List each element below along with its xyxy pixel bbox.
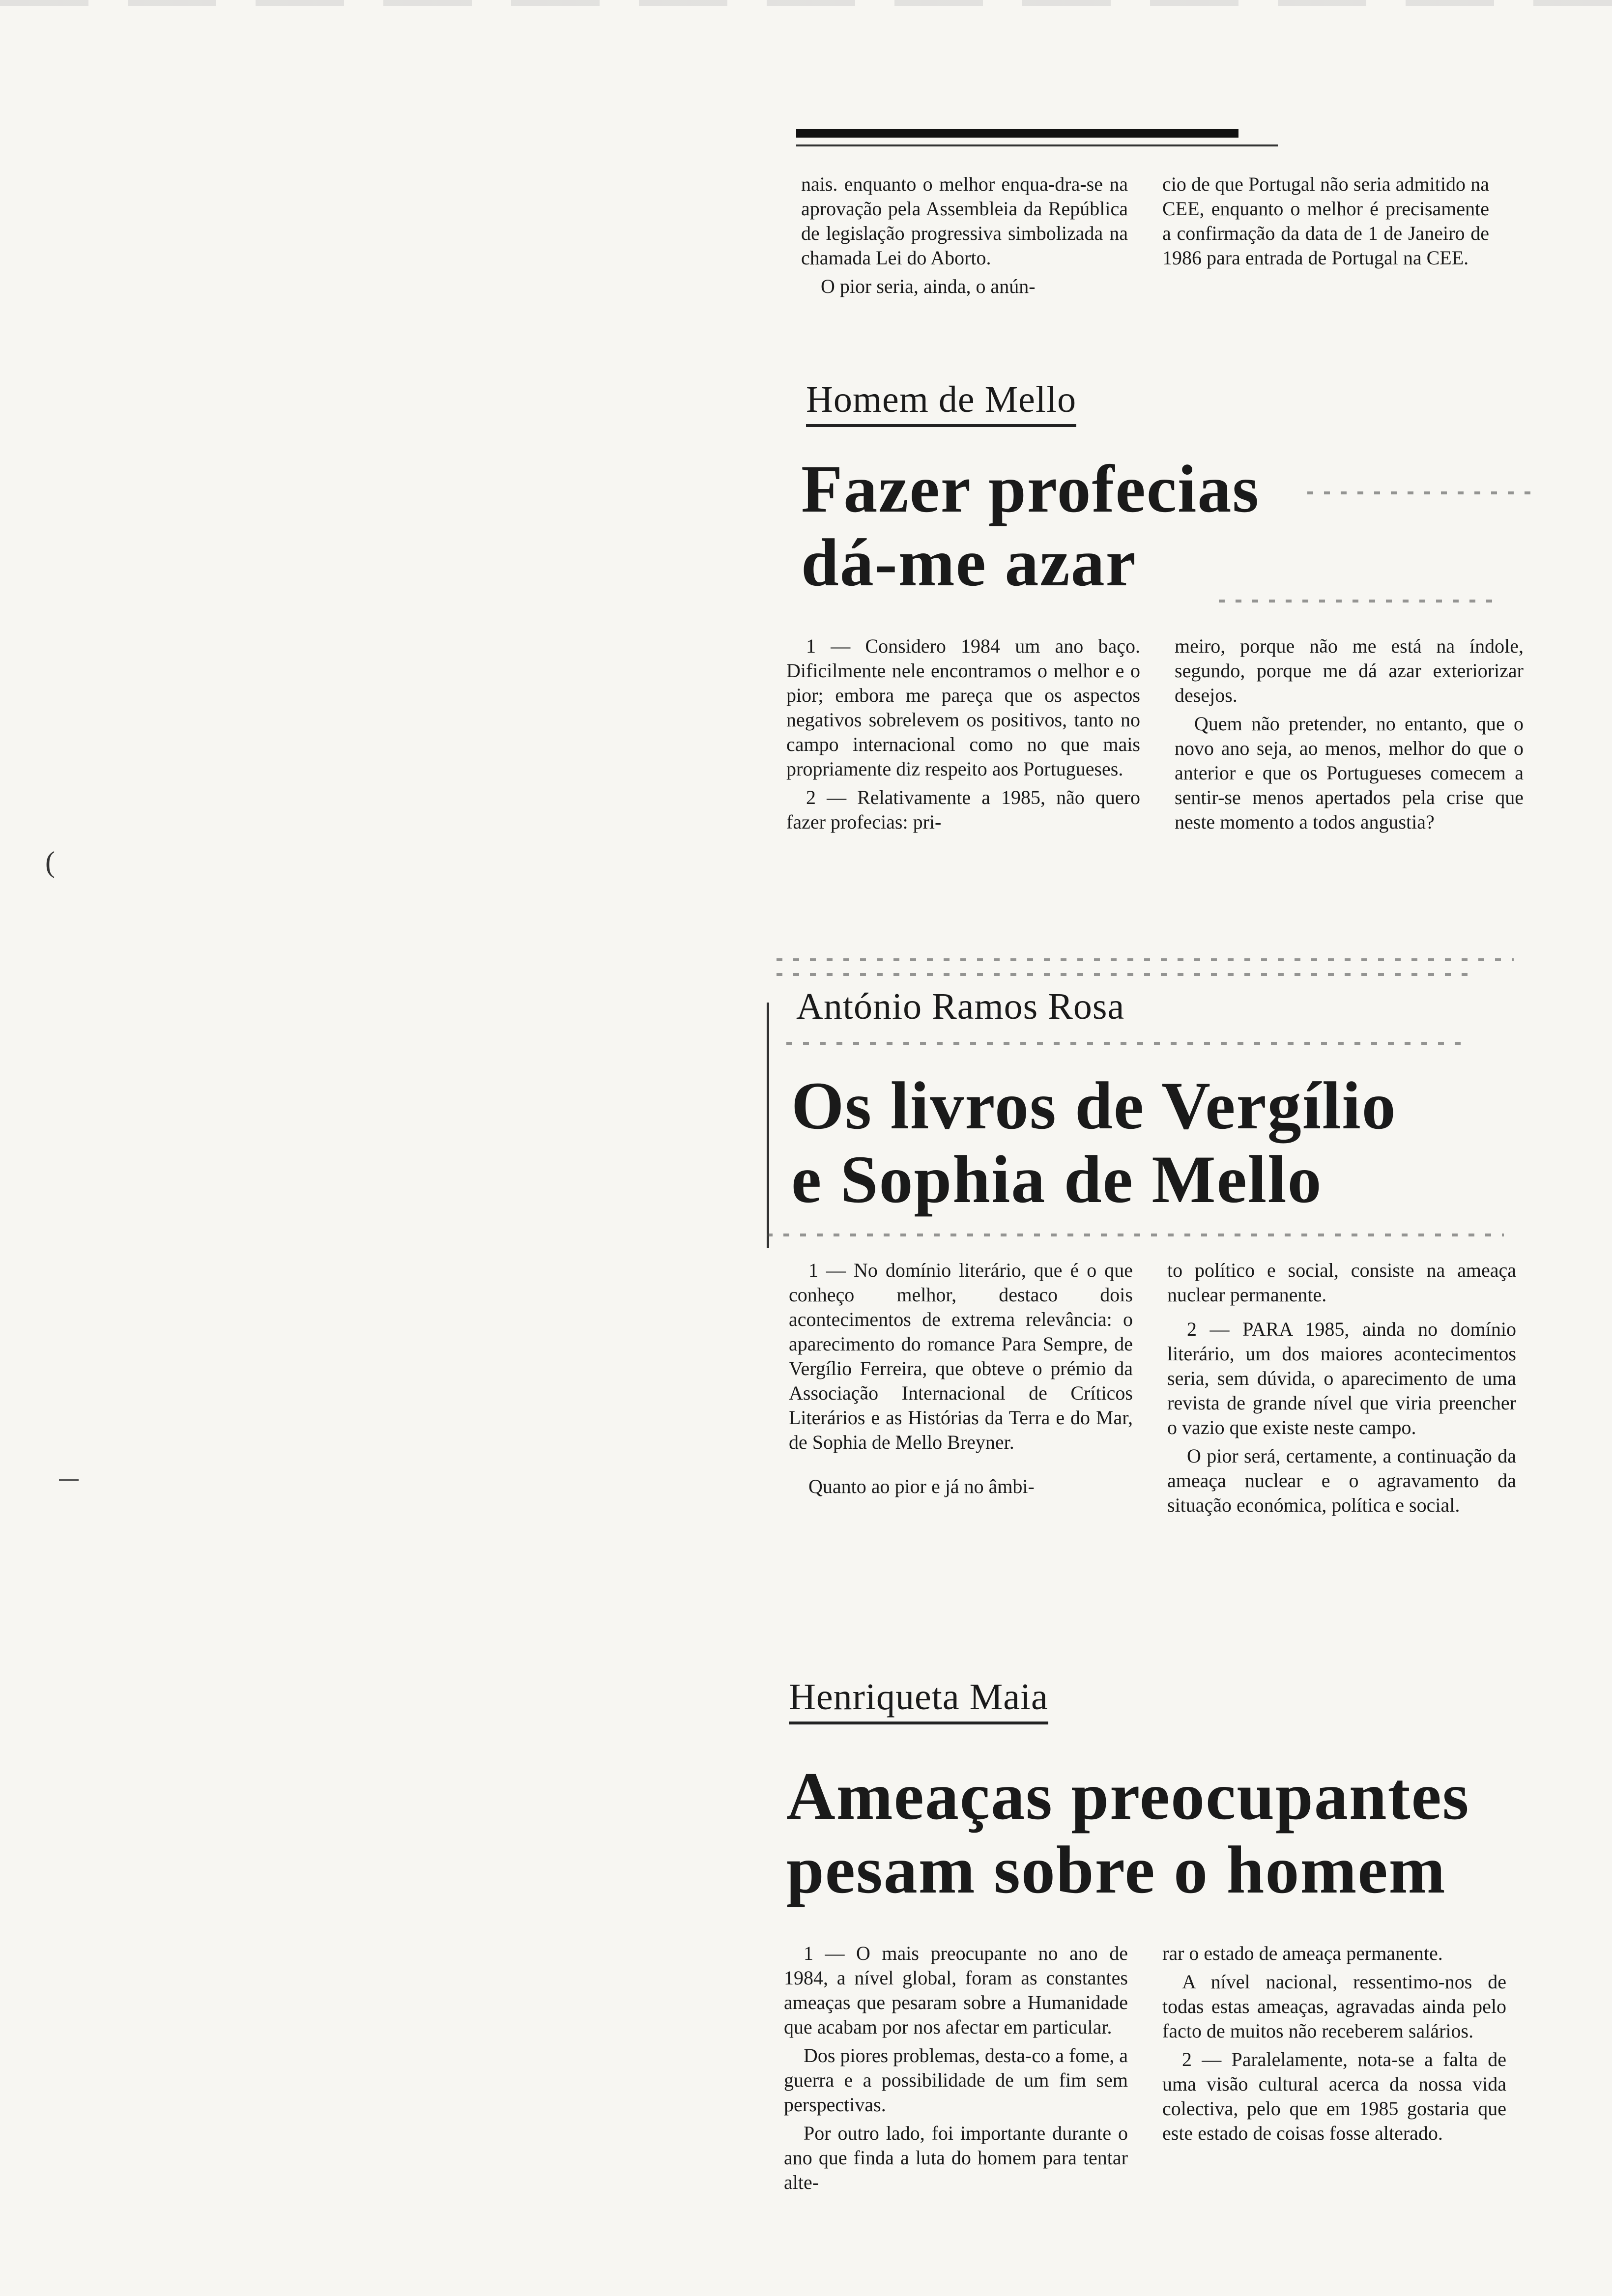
paragraph: 2 — Paralelamente, nota-se a falta de uma visão cultural acerca da nossa vida colectiva, pelo que em 1985 gostaria que este estado de coisas fosse alterado. — [1162, 2048, 1506, 2144]
column-rule — [767, 1003, 769, 1248]
headline-line: Fazer profecias — [801, 451, 1260, 526]
section1-columns — [801, 172, 1489, 303]
paragraph: nais. enquanto o melhor enqua-dra-se na aprovação pela Assembleia da República de legislação progressiva simbolizada na chamada Lei do Aborto. — [801, 173, 1128, 269]
section4-col-left — [784, 1941, 1128, 2199]
paragraph: 2 — Relativamente a 1985, não quero fazer profecias: pri- — [786, 786, 1140, 833]
section2-col-left — [786, 634, 1140, 838]
section2-columns — [786, 634, 1524, 838]
section3-col-left — [789, 1258, 1133, 1521]
scan-margin-mark — [59, 1479, 79, 1481]
print-noise — [786, 1042, 1465, 1045]
scan-margin-mark: ( — [45, 846, 55, 878]
paragraph: rar o estado de ameaça permanente. — [1162, 1942, 1443, 1964]
headline-line: pesam sobre o homem — [786, 1832, 1446, 1907]
headline-line: Os livros de Vergílio — [791, 1068, 1397, 1143]
top-rule — [796, 129, 1238, 138]
headline-livros-vergilio — [791, 1069, 1397, 1216]
headline-fazer-profecias — [801, 452, 1260, 600]
headline-ameacas-preocupantes — [786, 1759, 1470, 1907]
section4-columns — [784, 1941, 1521, 2199]
paragraph: 1 — O mais preocupante no ano de 1984, a nível global, foram as constantes ameaças que pesaram sobre a Humanidade que acabam por nos afectar em particular. — [784, 1942, 1128, 2038]
paragraph: Quem não pretender, no entanto, que o novo ano seja, ao menos, melhor do que o anterior e que os Portugueses comecem a sentir-se menos apertados pela crise que neste momento a todos angustia? — [1175, 713, 1524, 833]
section4-col-right — [1162, 1941, 1506, 2199]
paragraph: 2 — PARA 1985, ainda no domínio literário, um dos maiores acontecimentos seria, sem dúvida, o aparecimento de uma revista de grande nível que viria preencher o vazio que existe neste campo. — [1167, 1318, 1516, 1438]
scan-edge-marks — [0, 0, 1612, 6]
byline-antonio-ramos-rosa: António Ramos Rosa — [796, 986, 1125, 1027]
section1-col-right — [1162, 172, 1489, 303]
print-noise — [1219, 600, 1494, 603]
paragraph: Por outro lado, foi importante durante o ano que finda a luta do homem para tentar alte- — [784, 2122, 1128, 2193]
paragraph: O pior será, certamente, a continuação da ameaça nuclear e o agravamento da situação económica, política e social. — [1167, 1445, 1516, 1516]
paragraph: O pior seria, ainda, o anún- — [821, 275, 1036, 297]
headline-line: dá-me azar — [801, 525, 1137, 600]
paragraph: A nível nacional, ressentimo-nos de todas estas ameaças, agravadas ainda pelo facto de muitos não receberem salários. — [1162, 1971, 1506, 2042]
headline-line: Ameaças preocupantes — [786, 1758, 1470, 1834]
paragraph: Dos piores problemas, desta-co a fome, a guerra e a possibilidade de um fim sem perspectivas. — [784, 2044, 1128, 2116]
print-noise — [777, 958, 1514, 961]
byline-henriqueta-maia: Henriqueta Maia — [789, 1676, 1048, 1724]
headline-line: e Sophia de Mello — [791, 1142, 1323, 1217]
paragraph: to político e social, consiste na ameaça nuclear permanente. — [1167, 1259, 1516, 1306]
print-noise — [1307, 491, 1533, 494]
print-noise — [767, 1234, 1504, 1236]
section3-columns — [789, 1258, 1516, 1521]
paragraph: meiro, porque não me está na índole, segundo, porque me dá azar exteriorizar desejos. — [1175, 635, 1524, 706]
paragraph: 1 — No domínio literário, que é o que conheço melhor, destaco dois acontecimentos de extrema relevância: o aparecimento do romance Para Sempre, de Vergílio Ferreira, que obteve o prémio da Associação Internacional de Críticos Literários e as Histórias da Terra e do Mar, de Sophia de Mello Breyner. — [789, 1259, 1133, 1453]
section3-col-right — [1167, 1258, 1516, 1521]
print-noise — [777, 973, 1474, 976]
top-rule-thin — [796, 144, 1278, 146]
section1-col-left — [801, 172, 1128, 303]
byline-homem-de-mello: Homem de Mello — [806, 378, 1076, 427]
section2-col-right — [1175, 634, 1524, 838]
paragraph: 1 — Considero 1984 um ano baço. Dificilmente nele encontramos o melhor e o pior; embora me pareça que os aspectos negativos sobrelevem os positivos, tanto no campo internacional como no que mais propriamente diz respeito aos Portugueses. — [786, 635, 1140, 780]
paragraph: cio de que Portugal não seria admitido na CEE, enquanto o melhor é precisamente a confirmação da data de 1 de Janeiro de 1986 para entrada de Portugal na CEE. — [1162, 173, 1489, 269]
paragraph: Quanto ao pior e já no âmbi- — [808, 1475, 1035, 1497]
